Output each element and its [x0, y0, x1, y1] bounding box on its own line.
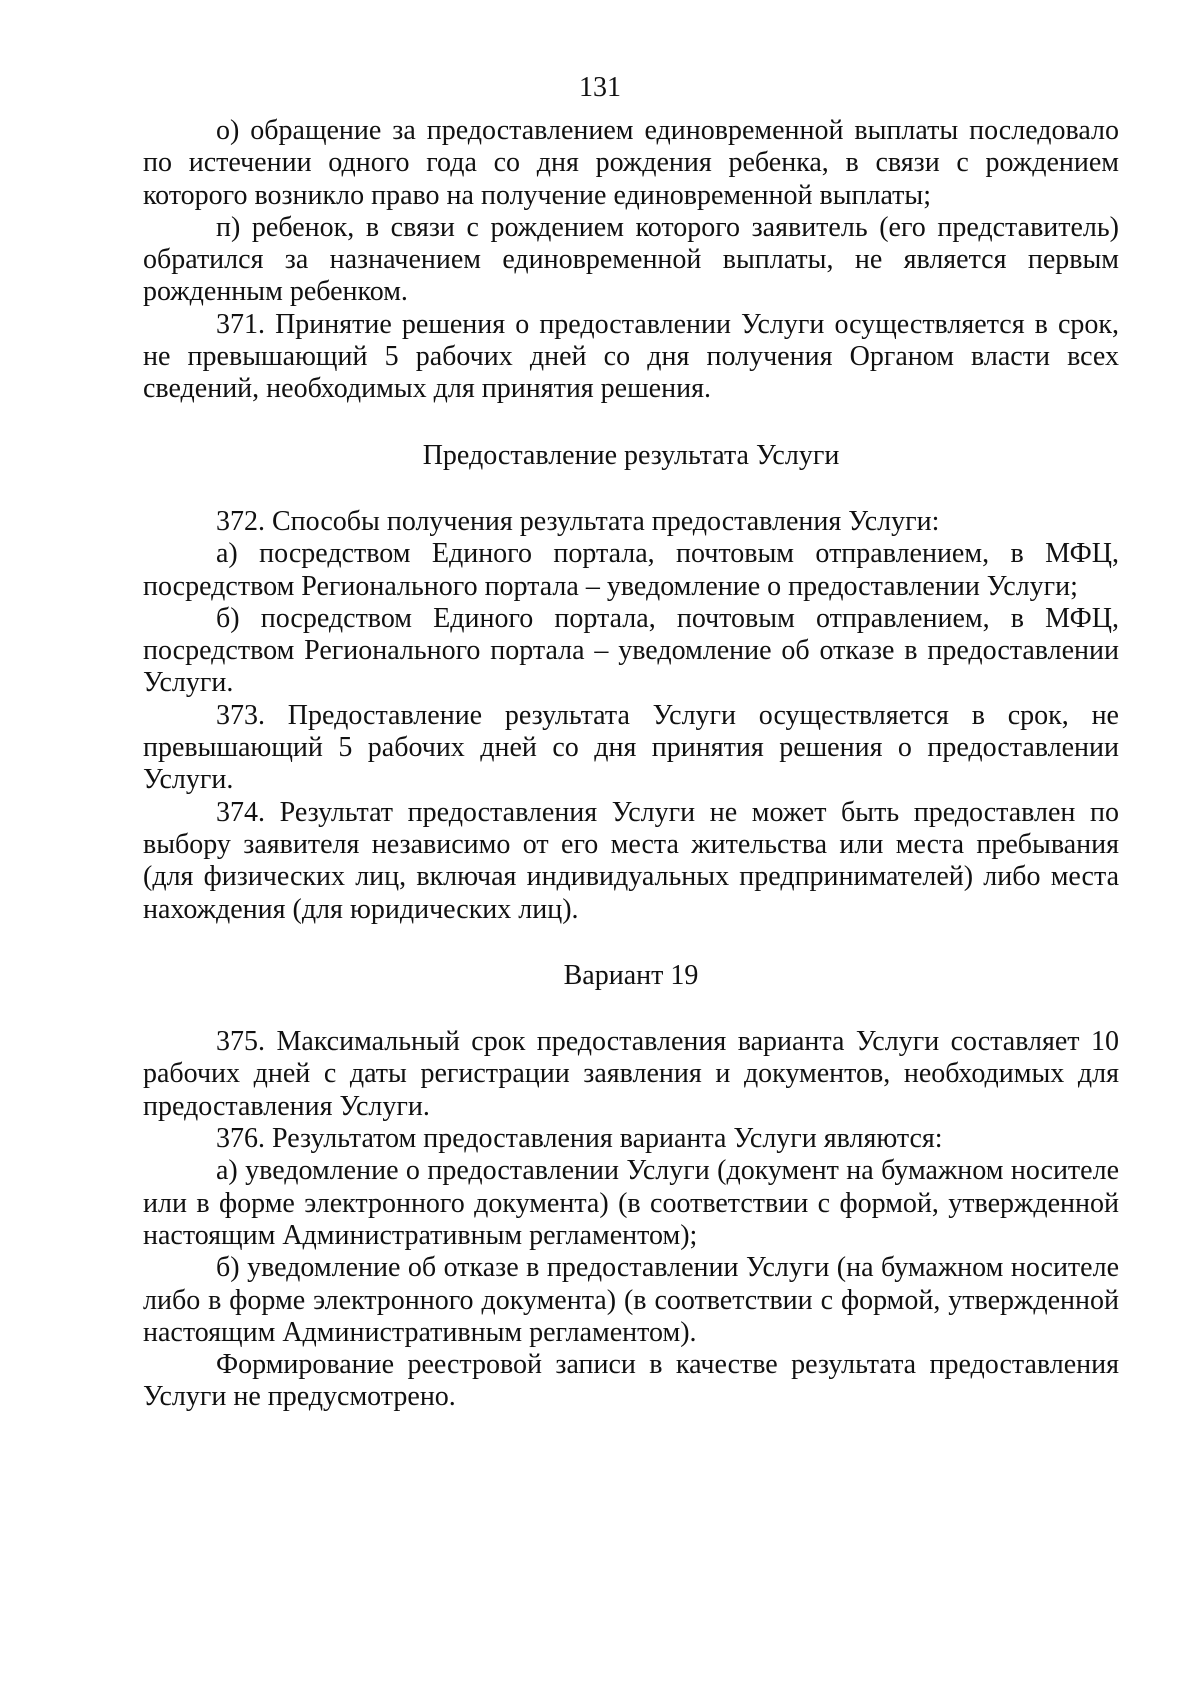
paragraph-375: 375. Максимальный срок предоставления варианта Услуги составляет 10 рабочих дней с даты регистрации заявления и документов, необходимых для предоставления Услуги. — [143, 1026, 1119, 1122]
paragraph-376b: б) уведомление об отказе в предоставлении Услуги (на бумажном носителе либо в форме электронного документа) (в соответствии с формой, утвержденной настоящим Административным регламентом). — [143, 1252, 1119, 1348]
paragraph-372b: б) посредством Единого портала, почтовым отправлением, в МФЦ, посредством Регионального портала – уведомление об отказе в предоставлении Услуги. — [143, 602, 1119, 699]
paragraph-o: о) обращение за предоставлением единовременной выплаты последовало по истечении одного года со дня рождения ребенка, в связи с рождением которого возникло право на получение единовременной выплаты; — [143, 115, 1119, 211]
paragraph-372: 372. Способы получения результата предоставления Услуги: — [216, 505, 940, 537]
paragraph-376a: а) уведомление о предоставлении Услуги (документ на бумажном носителе или в форме электронного документа) (в соответствии с формой, утвержденной настоящим Административным регламентом); — [143, 1155, 1119, 1251]
section-heading-result: Предоставление результата Услуги — [422, 439, 840, 471]
paragraph-p: п) ребенок, в связи с рождением которого заявитель (его представитель) обратился за назначением единовременной выплаты, не является первым рожденным ребенком. — [143, 211, 1119, 308]
page-number: 131 — [579, 72, 621, 103]
paragraph-registry: Формирование реестровой записи в качестве результата предоставления Услуги не предусмотрено. — [143, 1349, 1119, 1413]
paragraph-372a: а) посредством Единого портала, почтовым отправлением, в МФЦ, посредством Регионального портала – уведомление о предоставлении Услуги; — [143, 538, 1119, 602]
paragraph-373: 373. Предоставление результата Услуги осуществляется в срок, не превышающий 5 рабочих дней со дня принятия решения о предоставлении Услуги. — [143, 699, 1119, 796]
document-body — [143, 115, 1119, 1414]
paragraph-376: 376. Результатом предоставления варианта Услуги являются: — [216, 1123, 943, 1155]
section-heading-variant: Вариант 19 — [563, 959, 699, 991]
paragraph-374: 374. Результат предоставления Услуги не может быть предоставлен по выбору заявителя независимо от его места жительства или места пребывания (для физических лиц, включая индивидуальных предпринимателей) либо места нахождения (для юридических лиц). — [143, 796, 1119, 925]
paragraph-371: 371. Принятие решения о предоставлении Услуги осуществляется в срок, не превышающий 5 рабочих дней со дня получения Органом власти всех сведений, необходимых для принятия решения. — [143, 308, 1119, 405]
